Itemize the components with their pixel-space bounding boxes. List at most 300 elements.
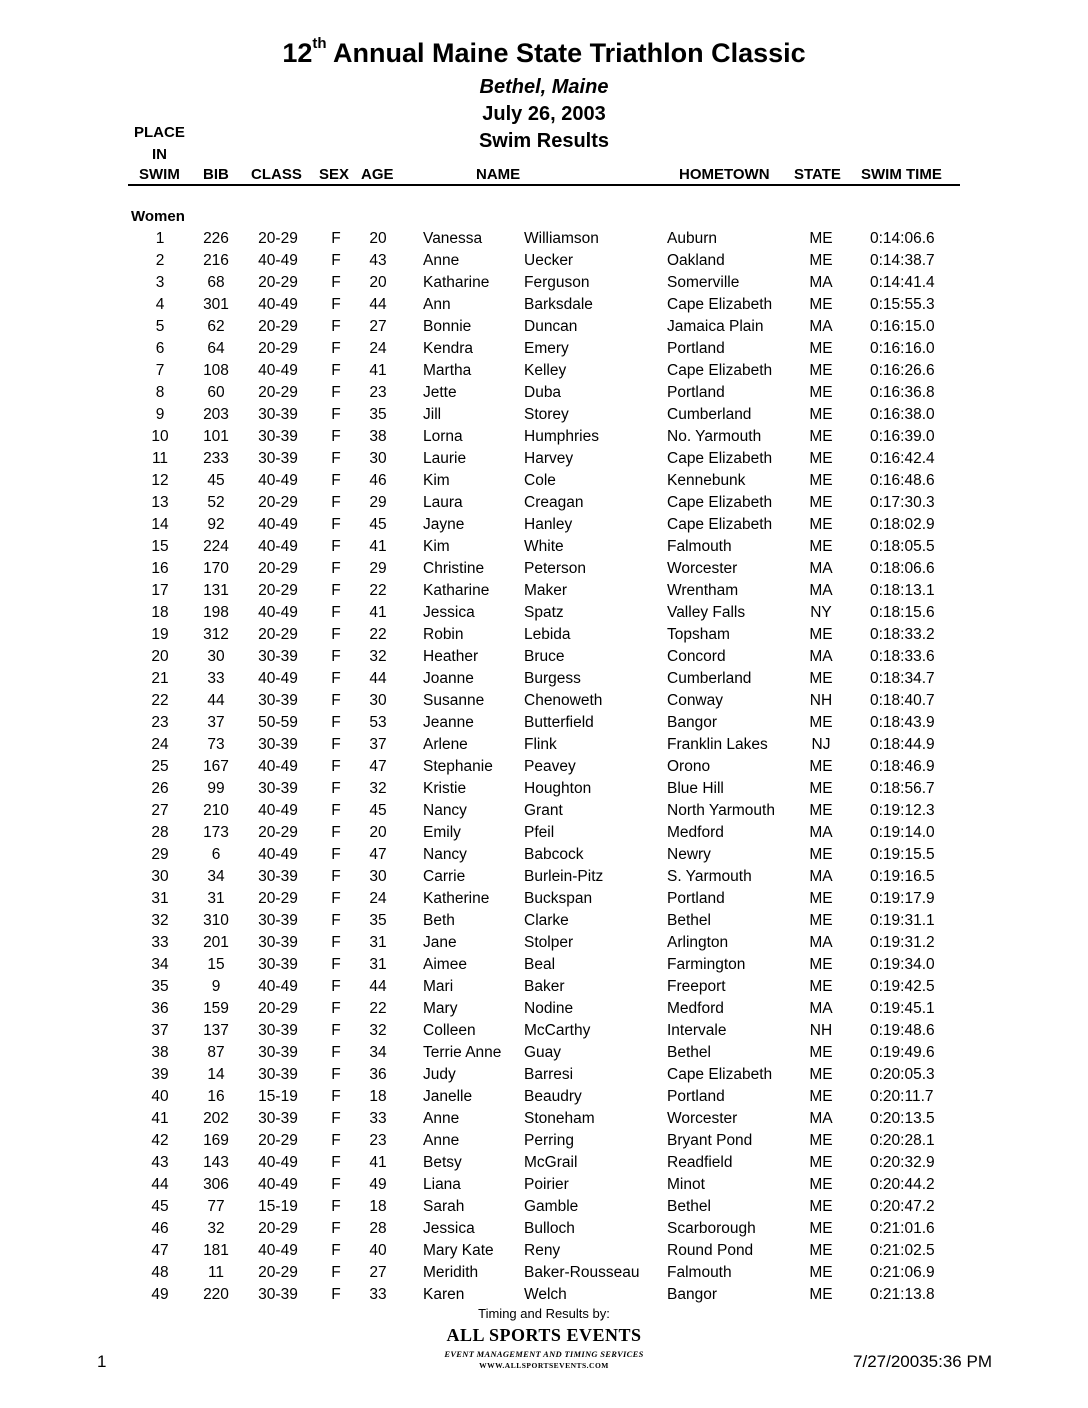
state-cell: MA bbox=[809, 1110, 833, 1127]
hometown-cell: Kennebunk bbox=[667, 472, 746, 489]
sex-cell: F bbox=[331, 252, 341, 269]
hometown-cell: Portland bbox=[667, 890, 725, 907]
age-cell: 37 bbox=[369, 736, 387, 753]
class-cell: 40-49 bbox=[258, 516, 298, 533]
first-name-cell: Anne bbox=[423, 252, 460, 269]
age-cell: 20 bbox=[369, 230, 387, 247]
state-cell: ME bbox=[809, 450, 833, 467]
first-name-cell: Mari bbox=[423, 978, 454, 995]
class-cell: 30-39 bbox=[258, 1110, 298, 1127]
class-cell: 20-29 bbox=[258, 384, 298, 401]
table-row bbox=[0, 1064, 1088, 1086]
place-cell: 21 bbox=[151, 670, 169, 687]
last-name-cell: Buckspan bbox=[524, 890, 593, 907]
state-cell: MA bbox=[809, 934, 833, 951]
age-cell: 45 bbox=[369, 802, 387, 819]
table-row bbox=[0, 822, 1088, 844]
sex-cell: F bbox=[331, 1088, 341, 1105]
class-cell: 20-29 bbox=[258, 824, 298, 841]
bib-cell: 108 bbox=[203, 362, 229, 379]
header-class: CLASS bbox=[251, 166, 302, 183]
place-cell: 30 bbox=[151, 868, 169, 885]
age-cell: 45 bbox=[369, 516, 387, 533]
age-cell: 33 bbox=[369, 1286, 387, 1303]
state-cell: MA bbox=[809, 274, 833, 291]
state-cell: ME bbox=[809, 912, 833, 929]
class-cell: 30-39 bbox=[258, 1022, 298, 1039]
swim-time-cell: 0:18:05.5 bbox=[870, 538, 935, 555]
last-name-cell: Burlein-Pitz bbox=[524, 868, 604, 885]
sex-cell: F bbox=[331, 648, 341, 665]
table-row bbox=[0, 624, 1088, 646]
state-cell: ME bbox=[809, 670, 833, 687]
age-cell: 43 bbox=[369, 252, 387, 269]
hometown-cell: Cape Elizabeth bbox=[667, 362, 773, 379]
results-table bbox=[0, 228, 1088, 1306]
first-name-cell: Jane bbox=[423, 934, 457, 951]
first-name-cell: Janelle bbox=[423, 1088, 473, 1105]
page-number: 1 bbox=[97, 1352, 107, 1371]
age-cell: 53 bbox=[369, 714, 387, 731]
state-cell: MA bbox=[809, 560, 833, 577]
swim-time-cell: 0:18:02.9 bbox=[870, 516, 935, 533]
class-cell: 20-29 bbox=[258, 494, 298, 511]
place-cell: 38 bbox=[151, 1044, 169, 1061]
bib-cell: 73 bbox=[207, 736, 225, 753]
table-row bbox=[0, 404, 1088, 426]
place-cell: 42 bbox=[151, 1132, 169, 1149]
age-cell: 28 bbox=[369, 1220, 387, 1237]
first-name-cell: Robin bbox=[423, 626, 464, 643]
age-cell: 18 bbox=[369, 1198, 387, 1215]
last-name-cell: Reny bbox=[524, 1242, 561, 1259]
first-name-cell: Laura bbox=[423, 494, 463, 511]
place-cell: 12 bbox=[151, 472, 169, 489]
swim-time-cell: 0:21:13.8 bbox=[870, 1286, 935, 1303]
bib-cell: 77 bbox=[207, 1198, 225, 1215]
table-row bbox=[0, 1196, 1088, 1218]
hometown-cell: Falmouth bbox=[667, 1264, 732, 1281]
last-name-cell: Bruce bbox=[524, 648, 565, 665]
table-row bbox=[0, 778, 1088, 800]
header-age: AGE bbox=[361, 166, 394, 183]
last-name-cell: Cole bbox=[524, 472, 556, 489]
place-cell: 8 bbox=[155, 384, 165, 401]
place-cell: 45 bbox=[151, 1198, 169, 1215]
age-cell: 32 bbox=[369, 780, 387, 797]
hometown-cell: S. Yarmouth bbox=[667, 868, 752, 885]
last-name-cell: Peterson bbox=[524, 560, 587, 577]
state-cell: ME bbox=[809, 890, 833, 907]
last-name-cell: Nodine bbox=[524, 1000, 574, 1017]
state-cell: NY bbox=[810, 604, 832, 621]
hometown-cell: Orono bbox=[667, 758, 711, 775]
swim-time-cell: 0:16:38.0 bbox=[870, 406, 935, 423]
state-cell: ME bbox=[809, 230, 833, 247]
swim-time-cell: 0:17:30.3 bbox=[870, 494, 935, 511]
last-name-cell: Butterfield bbox=[524, 714, 594, 731]
group-label: Women bbox=[131, 208, 185, 225]
age-cell: 34 bbox=[369, 1044, 387, 1061]
hometown-cell: Wrentham bbox=[667, 582, 739, 599]
class-cell: 40-49 bbox=[258, 1176, 298, 1193]
swim-time-cell: 0:19:12.3 bbox=[870, 802, 935, 819]
place-cell: 7 bbox=[155, 362, 165, 379]
bib-cell: 312 bbox=[203, 626, 229, 643]
class-cell: 15-19 bbox=[258, 1198, 298, 1215]
table-row bbox=[0, 1262, 1088, 1284]
sex-cell: F bbox=[331, 1154, 341, 1171]
first-name-cell: Vanessa bbox=[423, 230, 483, 247]
bib-cell: 45 bbox=[207, 472, 225, 489]
hometown-cell: Bryant Pond bbox=[667, 1132, 753, 1149]
state-cell: MA bbox=[809, 824, 833, 841]
sex-cell: F bbox=[331, 890, 341, 907]
table-row bbox=[0, 1020, 1088, 1042]
sex-cell: F bbox=[331, 582, 341, 599]
place-cell: 19 bbox=[151, 626, 169, 643]
bib-cell: 203 bbox=[203, 406, 229, 423]
bib-cell: 34 bbox=[207, 868, 225, 885]
swim-time-cell: 0:16:39.0 bbox=[870, 428, 935, 445]
sex-cell: F bbox=[331, 230, 341, 247]
hometown-cell: Cape Elizabeth bbox=[667, 1066, 773, 1083]
swim-time-cell: 0:14:38.7 bbox=[870, 252, 935, 269]
swim-time-cell: 0:18:06.6 bbox=[870, 560, 935, 577]
age-cell: 18 bbox=[369, 1088, 387, 1105]
swim-time-cell: 0:19:17.9 bbox=[870, 890, 935, 907]
last-name-cell: Harvey bbox=[524, 450, 574, 467]
age-cell: 41 bbox=[369, 1154, 387, 1171]
place-cell: 2 bbox=[155, 252, 165, 269]
sex-cell: F bbox=[331, 274, 341, 291]
bib-cell: 226 bbox=[203, 230, 229, 247]
class-cell: 30-39 bbox=[258, 1066, 298, 1083]
class-cell: 30-39 bbox=[258, 428, 298, 445]
age-cell: 31 bbox=[369, 956, 387, 973]
last-name-cell: Baker bbox=[524, 978, 565, 995]
bib-cell: 37 bbox=[207, 714, 225, 731]
place-cell: 31 bbox=[151, 890, 169, 907]
place-cell: 5 bbox=[155, 318, 165, 335]
age-cell: 47 bbox=[369, 758, 387, 775]
age-cell: 20 bbox=[369, 274, 387, 291]
last-name-cell: Kelley bbox=[524, 362, 567, 379]
age-cell: 32 bbox=[369, 648, 387, 665]
sex-cell: F bbox=[331, 318, 341, 335]
bib-cell: 201 bbox=[203, 934, 229, 951]
sex-cell: F bbox=[331, 758, 341, 775]
last-name-cell: Bulloch bbox=[524, 1220, 575, 1237]
bib-cell: 181 bbox=[203, 1242, 229, 1259]
state-cell: ME bbox=[809, 1066, 833, 1083]
state-cell: ME bbox=[809, 956, 833, 973]
table-row bbox=[0, 536, 1088, 558]
table-row bbox=[0, 602, 1088, 624]
place-cell: 24 bbox=[151, 736, 169, 753]
last-name-cell: Stoneham bbox=[524, 1110, 595, 1127]
hometown-cell: Topsham bbox=[667, 626, 730, 643]
sex-cell: F bbox=[331, 714, 341, 731]
hometown-cell: Concord bbox=[667, 648, 726, 665]
table-row bbox=[0, 580, 1088, 602]
last-name-cell: Barksdale bbox=[524, 296, 593, 313]
sex-cell: F bbox=[331, 604, 341, 621]
class-cell: 40-49 bbox=[258, 472, 298, 489]
place-cell: 1 bbox=[155, 230, 165, 247]
place-cell: 6 bbox=[155, 340, 165, 357]
sex-cell: F bbox=[331, 494, 341, 511]
age-cell: 30 bbox=[369, 450, 387, 467]
first-name-cell: Kim bbox=[423, 472, 450, 489]
age-cell: 44 bbox=[369, 296, 387, 313]
class-cell: 30-39 bbox=[258, 934, 298, 951]
sex-cell: F bbox=[331, 736, 341, 753]
place-cell: 23 bbox=[151, 714, 169, 731]
sex-cell: F bbox=[331, 934, 341, 951]
table-row bbox=[0, 426, 1088, 448]
last-name-cell: Emery bbox=[524, 340, 569, 357]
class-cell: 30-39 bbox=[258, 868, 298, 885]
state-cell: MA bbox=[809, 648, 833, 665]
last-name-cell: Creagan bbox=[524, 494, 584, 511]
first-name-cell: Katharine bbox=[423, 582, 490, 599]
sex-cell: F bbox=[331, 1286, 341, 1303]
sex-cell: F bbox=[331, 384, 341, 401]
hometown-cell: Intervale bbox=[667, 1022, 727, 1039]
last-name-cell: Williamson bbox=[524, 230, 599, 247]
first-name-cell: Jeanne bbox=[423, 714, 474, 731]
state-cell: NJ bbox=[811, 736, 831, 753]
table-row bbox=[0, 932, 1088, 954]
bib-cell: 137 bbox=[203, 1022, 229, 1039]
place-cell: 16 bbox=[151, 560, 169, 577]
state-cell: ME bbox=[809, 252, 833, 269]
sex-cell: F bbox=[331, 1044, 341, 1061]
sex-cell: F bbox=[331, 472, 341, 489]
bib-cell: 31 bbox=[207, 890, 225, 907]
table-row bbox=[0, 1130, 1088, 1152]
last-name-cell: Lebida bbox=[524, 626, 571, 643]
sex-cell: F bbox=[331, 1022, 341, 1039]
table-row bbox=[0, 1108, 1088, 1130]
state-cell: ME bbox=[809, 1242, 833, 1259]
state-cell: ME bbox=[809, 1198, 833, 1215]
sex-cell: F bbox=[331, 1264, 341, 1281]
class-cell: 20-29 bbox=[258, 1000, 298, 1017]
swim-time-cell: 0:19:15.5 bbox=[870, 846, 935, 863]
hometown-cell: Minot bbox=[667, 1176, 705, 1193]
last-name-cell: Gamble bbox=[524, 1198, 579, 1215]
table-row bbox=[0, 1218, 1088, 1240]
table-row bbox=[0, 910, 1088, 932]
bib-cell: 92 bbox=[207, 516, 225, 533]
place-cell: 3 bbox=[155, 274, 165, 291]
hometown-cell: Portland bbox=[667, 1088, 725, 1105]
header-state: STATE bbox=[794, 166, 841, 183]
swim-time-cell: 0:20:32.9 bbox=[870, 1154, 935, 1171]
place-cell: 9 bbox=[155, 406, 165, 423]
class-cell: 30-39 bbox=[258, 956, 298, 973]
swim-time-cell: 0:19:42.5 bbox=[870, 978, 935, 995]
state-cell: ME bbox=[809, 1264, 833, 1281]
swim-time-cell: 0:19:45.1 bbox=[870, 1000, 935, 1017]
bib-cell: 173 bbox=[203, 824, 229, 841]
header-bib: BIB bbox=[203, 166, 229, 183]
bib-cell: 62 bbox=[207, 318, 225, 335]
hometown-cell: Farmington bbox=[667, 956, 746, 973]
swim-time-cell: 0:19:16.5 bbox=[870, 868, 935, 885]
last-name-cell: Clarke bbox=[524, 912, 569, 929]
age-cell: 46 bbox=[369, 472, 387, 489]
state-cell: NH bbox=[809, 1022, 833, 1039]
hometown-cell: Cape Elizabeth bbox=[667, 296, 773, 313]
class-cell: 15-19 bbox=[258, 1088, 298, 1105]
age-cell: 41 bbox=[369, 362, 387, 379]
swim-time-cell: 0:19:34.0 bbox=[870, 956, 935, 973]
class-cell: 40-49 bbox=[258, 362, 298, 379]
class-cell: 30-39 bbox=[258, 648, 298, 665]
class-cell: 40-49 bbox=[258, 538, 298, 555]
place-cell: 40 bbox=[151, 1088, 169, 1105]
first-name-cell: Katharine bbox=[423, 274, 490, 291]
last-name-cell: McCarthy bbox=[524, 1022, 591, 1039]
state-cell: ME bbox=[809, 516, 833, 533]
age-cell: 47 bbox=[369, 846, 387, 863]
first-name-cell: Judy bbox=[423, 1066, 456, 1083]
place-cell: 17 bbox=[151, 582, 169, 599]
age-cell: 36 bbox=[369, 1066, 387, 1083]
timing-credit: Timing and Results by: bbox=[478, 1306, 610, 1321]
hometown-cell: Medford bbox=[667, 824, 724, 841]
swim-time-cell: 0:19:49.6 bbox=[870, 1044, 935, 1061]
header-sex: SEX bbox=[319, 166, 350, 183]
sex-cell: F bbox=[331, 1176, 341, 1193]
place-cell: 44 bbox=[151, 1176, 169, 1193]
hometown-cell: Bethel bbox=[667, 1198, 711, 1215]
class-cell: 30-39 bbox=[258, 692, 298, 709]
table-row bbox=[0, 998, 1088, 1020]
sex-cell: F bbox=[331, 1242, 341, 1259]
sex-cell: F bbox=[331, 978, 341, 995]
place-cell: 22 bbox=[151, 692, 169, 709]
swim-time-cell: 0:19:48.6 bbox=[870, 1022, 935, 1039]
state-cell: MA bbox=[809, 318, 833, 335]
class-cell: 20-29 bbox=[258, 1132, 298, 1149]
bib-cell: 202 bbox=[203, 1110, 229, 1127]
first-name-cell: Terrie Anne bbox=[423, 1044, 502, 1061]
table-row bbox=[0, 668, 1088, 690]
state-cell: MA bbox=[809, 1000, 833, 1017]
place-cell: 39 bbox=[151, 1066, 169, 1083]
age-cell: 35 bbox=[369, 406, 387, 423]
class-cell: 20-29 bbox=[258, 1220, 298, 1237]
place-cell: 14 bbox=[151, 516, 169, 533]
class-cell: 40-49 bbox=[258, 670, 298, 687]
class-cell: 20-29 bbox=[258, 230, 298, 247]
class-cell: 40-49 bbox=[258, 978, 298, 995]
class-cell: 30-39 bbox=[258, 406, 298, 423]
first-name-cell: Liana bbox=[423, 1176, 461, 1193]
last-name-cell: Perring bbox=[524, 1132, 574, 1149]
class-cell: 40-49 bbox=[258, 604, 298, 621]
bib-cell: 167 bbox=[203, 758, 229, 775]
place-cell: 46 bbox=[151, 1220, 169, 1237]
last-name-cell: Babcock bbox=[524, 846, 584, 863]
first-name-cell: Jill bbox=[423, 406, 442, 423]
sex-cell: F bbox=[331, 846, 341, 863]
age-cell: 23 bbox=[369, 1132, 387, 1149]
state-cell: ME bbox=[809, 1088, 833, 1105]
table-row bbox=[0, 316, 1088, 338]
table-row bbox=[0, 250, 1088, 272]
state-cell: ME bbox=[809, 780, 833, 797]
place-cell: 11 bbox=[151, 450, 169, 467]
last-name-cell: Duba bbox=[524, 384, 562, 401]
event-location: Bethel, Maine bbox=[479, 76, 609, 98]
age-cell: 31 bbox=[369, 934, 387, 951]
swim-time-cell: 0:14:06.6 bbox=[870, 230, 935, 247]
age-cell: 49 bbox=[369, 1176, 387, 1193]
swim-time-cell: 0:18:56.7 bbox=[870, 780, 935, 797]
state-cell: ME bbox=[809, 538, 833, 555]
hometown-cell: Conway bbox=[667, 692, 723, 709]
last-name-cell: Duncan bbox=[524, 318, 578, 335]
sex-cell: F bbox=[331, 670, 341, 687]
class-cell: 20-29 bbox=[258, 1264, 298, 1281]
class-cell: 40-49 bbox=[258, 802, 298, 819]
age-cell: 24 bbox=[369, 340, 387, 357]
age-cell: 30 bbox=[369, 868, 387, 885]
place-cell: 49 bbox=[151, 1286, 169, 1303]
bib-cell: 33 bbox=[207, 670, 225, 687]
first-name-cell: Sarah bbox=[423, 1198, 465, 1215]
swim-time-cell: 0:20:11.7 bbox=[870, 1088, 934, 1105]
bib-cell: 68 bbox=[207, 274, 225, 291]
state-cell: ME bbox=[809, 846, 833, 863]
bib-cell: 131 bbox=[203, 582, 229, 599]
swim-time-cell: 0:20:13.5 bbox=[870, 1110, 935, 1127]
place-cell: 4 bbox=[155, 296, 165, 313]
age-cell: 38 bbox=[369, 428, 387, 445]
place-cell: 18 bbox=[151, 604, 169, 621]
first-name-cell: Aimee bbox=[423, 956, 467, 973]
place-cell: 26 bbox=[151, 780, 169, 797]
hometown-cell: Bangor bbox=[667, 714, 717, 731]
first-name-cell: Jayne bbox=[423, 516, 465, 533]
age-cell: 41 bbox=[369, 604, 387, 621]
state-cell: ME bbox=[809, 494, 833, 511]
age-cell: 44 bbox=[369, 978, 387, 995]
sex-cell: F bbox=[331, 340, 341, 357]
place-cell: 28 bbox=[151, 824, 169, 841]
place-cell: 10 bbox=[151, 428, 169, 445]
sex-cell: F bbox=[331, 802, 341, 819]
bib-cell: 87 bbox=[207, 1044, 225, 1061]
last-name-cell: Grant bbox=[524, 802, 563, 819]
table-row bbox=[0, 1086, 1088, 1108]
table-row bbox=[0, 338, 1088, 360]
last-name-cell: Peavey bbox=[524, 758, 576, 775]
hometown-cell: Freeport bbox=[667, 978, 726, 995]
state-cell: ME bbox=[809, 1154, 833, 1171]
last-name-cell: Baker-Rousseau bbox=[524, 1264, 640, 1281]
place-cell: 35 bbox=[151, 978, 169, 995]
table-row bbox=[0, 866, 1088, 888]
sex-cell: F bbox=[331, 296, 341, 313]
last-name-cell: Houghton bbox=[524, 780, 592, 797]
swim-time-cell: 0:16:42.4 bbox=[870, 450, 935, 467]
